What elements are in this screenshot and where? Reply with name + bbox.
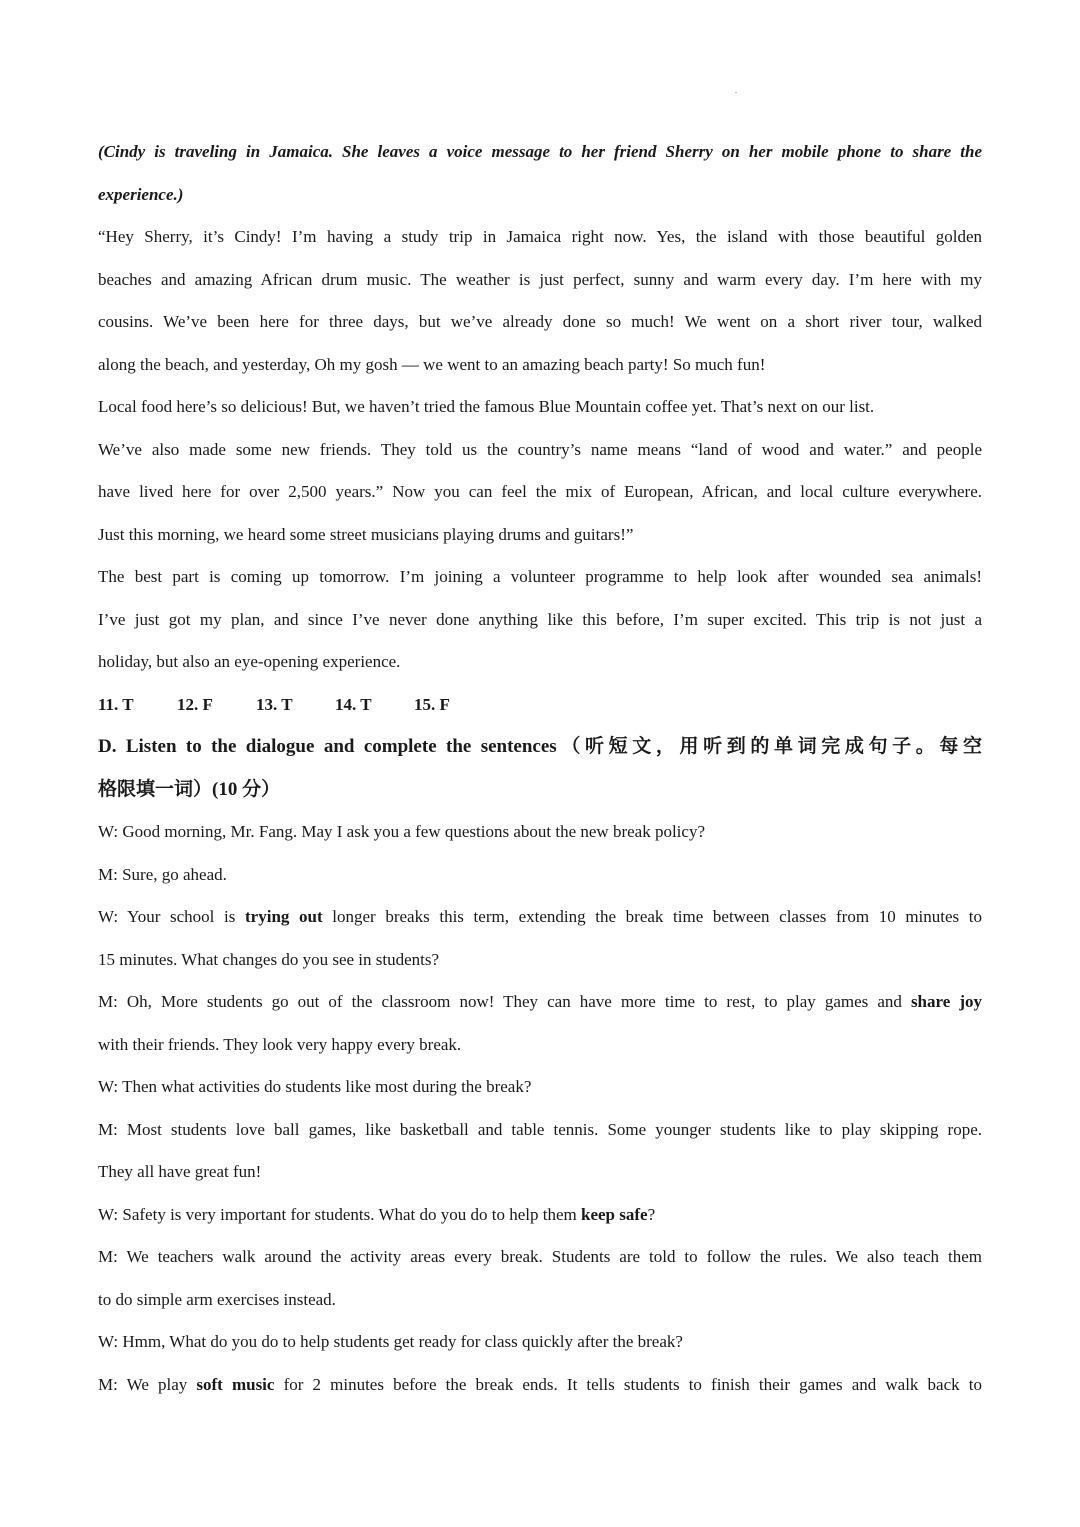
dialogue-line: W: Hmm, What do you do to help students get ready for class quickly after the break?: [98, 1332, 683, 1351]
section-d-heading: D. Listen to the dialogue and complete the sentences（听短文，用听到的单词完成句子。每空: [98, 736, 982, 757]
passage-line: “Hey Sherry, it’s Cindy! I’m having a study trip in Jamaica right now. Yes, the island with those beautiful golden: [98, 227, 982, 246]
dialogue-line: M: We teachers walk around the activity areas every break. Students are told to follow the rules. We also teach them: [98, 1247, 982, 1266]
passage-line: cousins. We’ve been here for three days, but we’ve already done so much! We went on a short river tour, walked: [98, 312, 982, 331]
passage-line: The best part is coming up tomorrow. I’m joining a volunteer programme to help look after wounded sea animals!: [98, 567, 982, 586]
dialogue-line: They all have great fun!: [98, 1162, 262, 1181]
dialogue-text: for 2 minutes before the break ends. It tells students to finish their games and walk back to: [274, 1375, 982, 1394]
passage-line: have lived here for over 2,500 years.” Now you can feel the mix of European, African, and local culture everywhere.: [98, 482, 982, 501]
intro-line-2: experience.): [98, 185, 184, 204]
dialogue-line: [98, 1373, 982, 1397]
intro-line-1: (Cindy is traveling in Jamaica. She leaves a voice message to her friend Sherry on her mobile phone to share the: [98, 142, 982, 161]
dialogue-text: longer breaks this term, extending the break time between classes from 10 minutes to: [322, 907, 983, 926]
dialogue-line: [98, 1203, 982, 1227]
dialogue-line: [98, 990, 982, 1014]
answer-item: 12. F: [177, 695, 213, 714]
answer-item: 15. F: [414, 695, 450, 714]
dialogue-line: 15 minutes. What changes do you see in students?: [98, 950, 440, 969]
answer-keyword: share joy: [910, 992, 983, 1011]
answer-keyword: keep safe: [581, 1205, 648, 1224]
dialogue-text: ?: [647, 1205, 656, 1224]
passage-line: We’ve also made some new friends. They told us the country’s name means “land of wood and water.” and people: [98, 440, 982, 459]
dialogue-line: W: Then what activities do students like most during the break?: [98, 1077, 532, 1096]
section-d-heading-cont: 格限填一词）(10 分）: [98, 779, 281, 800]
answer-keyword: trying out: [245, 907, 323, 926]
answer-key: [98, 693, 982, 717]
answer-keyword: soft music: [196, 1375, 275, 1394]
dialogue-text: W: Safety is very important for students. What do you do to help them: [98, 1205, 581, 1224]
answer-item: 14. T: [335, 695, 372, 714]
passage-line: along the beach, and yesterday, Oh my gosh — we went to an amazing beach party! So much fun!: [98, 355, 766, 374]
dialogue-line: W: Good morning, Mr. Fang. May I ask you a few questions about the new break policy?: [98, 822, 705, 841]
answer-item: 11. T: [98, 695, 134, 714]
passage-line: Local food here’s so delicious! But, we haven’t tried the famous Blue Mountain coffee yet. That’s next on our list.: [98, 397, 875, 416]
dialogue-text: W: Your school is: [98, 907, 246, 926]
dialogue-line: [98, 905, 982, 929]
scan-speck: [735, 92, 737, 93]
passage-line: I’ve just got my plan, and since I’ve never done anything like this before, I’m super excited. This trip is not just a: [98, 610, 982, 629]
dialogue-line: M: Most students love ball games, like basketball and table tennis. Some younger students like to play skipping rope.: [98, 1120, 982, 1139]
passage-line: beaches and amazing African drum music. The weather is just perfect, sunny and warm every day. I’m here with my: [98, 270, 982, 289]
dialogue-line: with their friends. They look very happy every break.: [98, 1035, 462, 1054]
dialogue-text: M: Oh, More students go out of the classroom now! They can have more time to rest, to play games and: [98, 992, 911, 1011]
dialogue-line: M: Sure, go ahead.: [98, 865, 227, 884]
dialogue-line: to do simple arm exercises instead.: [98, 1290, 336, 1309]
dialogue-text: M: We play: [98, 1375, 197, 1394]
answer-item: 13. T: [256, 695, 293, 714]
passage-line: holiday, but also an eye-opening experience.: [98, 652, 401, 671]
passage-line: Just this morning, we heard some street musicians playing drums and guitars!”: [98, 525, 634, 544]
